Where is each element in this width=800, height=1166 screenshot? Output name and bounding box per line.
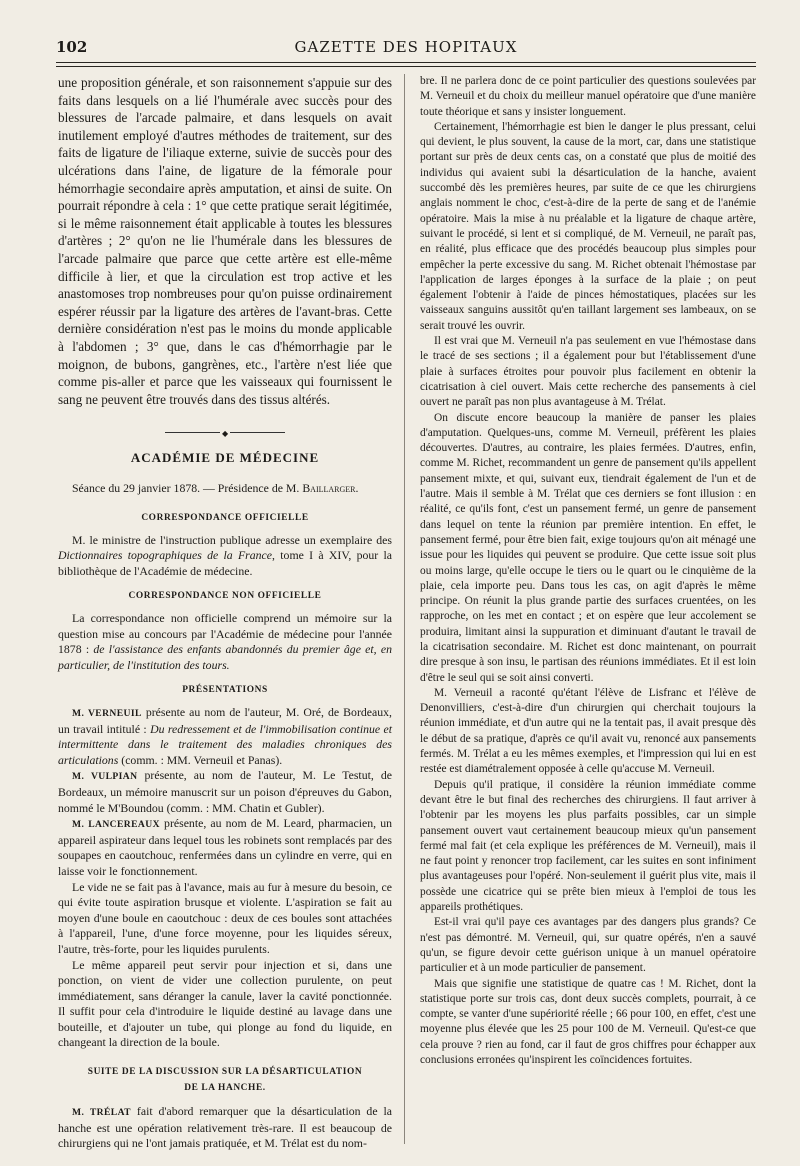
- header-rule: [56, 66, 756, 67]
- right-column: [420, 74, 756, 1068]
- official-correspondence-text: M. le ministre de l'instruction publique adresse un exemplaire des Dictionnaires topographiques de la France, tome I à XIV, pour la bibliothèque de l'Académie de médecine.: [58, 532, 392, 578]
- journal-title: GAZETTE DES HOPITAUX: [294, 38, 518, 56]
- nonofficial-correspondence-heading: CORRESPONDANCE NON OFFICIELLE: [128, 591, 322, 602]
- presentation-lancereaux: M. LANCEREAUX présente, au nom de M. Leard, pharmacien, un appareil aspirateur dans lequel tous les robinets sont remplacés par des soupapes en caoutchouc, renfermées dans un cylindre en verre, qui en laisse voir le fonctionnement.: [58, 816, 392, 878]
- presentation-vulpian: M. VULPIAN présente, au nom de l'auteur, M. Le Testut, de Bordeaux, un mémoire manuscrit sur un poison d'épreuves du Gabon, nommé le M'Boundou (comm. : MM. Chatin et Gubler).: [58, 768, 392, 815]
- section-separator: [58, 422, 392, 438]
- academy-title: ACADÉMIE DE MÉDECINE: [130, 449, 320, 465]
- discussion-heading-line2: DE LA HANCHE.: [184, 1082, 266, 1093]
- session-line: Séance du 29 janvier 1878. — Présidence de M. Baillarger.: [72, 481, 359, 496]
- discussion-heading-line1: SUITE DE LA DISCUSSION SUR LA DÉSARTICULATION: [87, 1067, 363, 1078]
- body-paragraph: Depuis qu'il pratique, il considère la réunion immédiate comme devant être le but final des recherches des chirurgiens. Il faut arriver à l'obtenir par les moyens les plus parfaits possibles, car un simple pansement ouvert vaut certainement beaucoup mieux qu'un pansement fermé mal fait (et cela explique les préférences de M. Verneuil), mais il ne faut point y renoncer trop facilement, car les suites en sont infiniment plus avantageuses pour l'opéré. Non-seulement il guérit plus vite, mais il possède une cicatrice qui se prête bien mieux à l'emploi de tous les appareils prothétiques.: [420, 778, 756, 914]
- trelat-paragraph: M. TRÉLAT fait d'abord remarquer que la désarticulation de la hanche est une opération relativement très-rare. Il est beaucoup de chirurgiens qui ne l'ont jamais pratiquée, et M. Trélat est du nom-: [58, 1104, 392, 1151]
- presentations-heading: PRÉSENTATIONS: [182, 685, 268, 696]
- official-correspondence-heading: CORRESPONDANCE OFFICIELLE: [141, 513, 309, 524]
- body-paragraph: Mais que signifie une statistique de quatre cas ! M. Richet, dont la statistique porte sur trois cas, dont deux succès complets, pourrait, à ce compte, se vanter d'une supériorité réelle ; 66 pour 100, en effet, c'est une moyenne plus élevée que les 25 pour 100 de M. Verneuil. Qu'est-ce que cela prouve ? rien au fond, car il faut de gros chiffres pour échapper aux conclusions erronées qu'inspirent les coïncidences fortuites.: [420, 977, 756, 1066]
- president-name: Baillarger: [302, 481, 356, 496]
- body-paragraph: Est-il vrai qu'il paye ces avantages par des dangers plus grands? Ce n'est pas démontré. M. Verneuil, qui, sur quatre opérés, n'en a sauvé qu'un, se figure devoir cette guérison unique à un manuel opératoire particulier et à un mode particulier de pansement.: [420, 916, 756, 975]
- nonofficial-correspondence-text: La correspondance non officielle comprend un mémoire sur la question mise au concours par l'Académie de médecine pour l'année 1878 : de l'assistance des enfants abandonnés du premier âge et, en particulier, de l'institution des tours.: [58, 611, 392, 672]
- intro-paragraph: une proposition générale, et son raisonnement s'appuie sur des faits dans lesquels on a lié l'humérale avec succès pour des blessures de l'arcade palmaire, et dans lesquels on avait inutilement employé d'autres méthodes de traitement, sur des faits de ligature de l'iliaque externe, suivie de succès pour des ulcérations dans l'aine, de ligature de la fémorale pour hémorrhagie secondaire après amputation, et ainsi de suite. On pourrait répondre à cela : 1° que cette pratique serait légitimée, si le même raisonnement était applicable à toutes les blessures d'artères ; 2° qu'on ne lie l'humérale dans les blessures de l'arcade palmaire que parce que cette artère est elle-même difficile à lier, et que la circulation est trop active et les anastomoses trop nombreuses pour qu'on puisse ordinairement espérer réussir par la ligature des artères de l'avant-bras. Cette dernière considération n'est pas le moins du monde applicable à l'abdomen ; 3° que, dans le cas d'hémorrhagie par le moignon, de bubons, gangrènes, etc., l'artère n'est liée que comme pis-aller et parce que les vaisseaux qui fournissent le sang ne peuvent être trouvés dans des tissus altérés.: [58, 75, 392, 407]
- presentation-verneuil: M. VERNEUIL présente au nom de l'auteur, M. Oré, de Bordeaux, un travail intitulé : Du redressement et de l'immobilisation continue et intermittente dans le traitement des maladies chroniques des articulations (comm. : MM. Verneuil et Panas).: [58, 705, 392, 767]
- presentation-paragraph: Le même appareil peut servir pour injection et si, dans une ponction, on vient de vider une collection purulente, on peut immédiatement, sans déranger la canule, laver la cavité ponctionnée. Il suffit pour cela d'introduire le liquide destiné au lavage dans une bouteille, et d'ajouter un tube, qui plonge au fond du liquide, en changeant la direction de la boule.: [58, 957, 392, 1050]
- body-paragraph: Certainement, l'hémorrhagie est bien le danger le plus pressant, celui qui devient, le plus souvent, la cause de la mort, car, dans une statistique portant sur près de deux cents cas, on a constaté que plus de moitié des individus qui avaient subi la désarticulation de la hanche, avaient succombé dès les premières heures, par suite de ce que les chirurgiens anglais nomment le choc, c'est-à-dire de la perte de sang et de l'anémie opératoire. Mais la mise à nu préalable et la ligature de chaque artère, suivant le procédé, si lent et si compliqué, de M. Verneuil, ne paraît pas, en réalité, plus efficace que des procédés beaucoup plus simples pour empêcher la perte excessive du sang. M. Richet obtenait l'hémostase par l'application de larges éponges à la surface de la plaie ; on peut également l'obtenir à l'aide de pinces hémostatiques, placées sur les vaisseaux sanguins aussitôt qu'en taillant largement ses lambeaux, on se serait trouvé les ouvrir.: [420, 120, 756, 332]
- body-paragraph: On discute encore beaucoup la manière de panser les plaies d'amputation. Quelques-uns, comme M. Verneuil, préfèrent les plaies découvertes. D'autres, au contraire, les plaies fermées. D'autres, enfin, comme M. Richet, recommandent un genre de pansement qu'ils appellent pansement mixte, et qui, suivant eux, tiendrait également de l'un et de l'autre. Mais il semble à M. Trélat que ces derniers se font illusion : en réalité, ce qu'ils font, c'est un pansement fermé, un genre de pansement dans lequel on tente la réunion par première intention. En effet, le pansement fermé, pour être bien fait, exige toujours qu'on ait ménagé une issue pour les liquides qui peuvent se produire. Que cette issue soit plus ou moins large, qu'elle occupe le tiers ou le quart ou le cinquième de la plaie, cela importe peu. Dans tous les cas, on agit d'après le même principe. On réunit la plus grande partie des surfaces cruentées, on les rapproche, on les met en contact ; et on espère que leur accolement se produira, limitant ainsi la suppuration et diminuant d'autant le travail de la cicatrisation secondaire. M. Richet est donc maintenant, on pourrait dire presque à son insu, le partisan des réunions immédiates. Et il est loin d'être le seul qui se soit ainsi converti.: [420, 411, 756, 684]
- body-paragraph: bre. Il ne parlera donc de ce point particulier des questions soulevées par M. Verneuil et du choix du meilleur manuel opératoire que d'une manière toute théorique et sans y insister longuement.: [420, 75, 756, 118]
- page-header: [56, 38, 756, 63]
- body-paragraph: Il est vrai que M. Verneuil n'a pas seulement en vue l'hémostase dans le tracé de ses sections ; il a également pour but l'établissement d'une plaie à surfaces étroites pour pouvoir plus facilement en obtenir la cicatrisation à ciel ouvert. Mais cette recherche des pansements à ciel ouvert ne paraît pas non plus avantageuse à M. Trélat.: [420, 335, 756, 409]
- page-number: 102: [56, 38, 88, 56]
- left-column: [58, 74, 392, 1152]
- column-divider: [404, 74, 405, 1144]
- body-paragraph: M. Verneuil a raconté qu'étant l'élève de Lisfranc et l'élève de Denonvilliers, c'est-à-dire d'un chirurgien qui cherchait toujours la réunion immédiate, et d'un autre qui ne la tentait pas, il avait presque dès le début de sa pratique, d'après ce qu'il avait vu, renoncé aux pansements fermés. M. Trélat a eu les mêmes exemples, et l'impression qui lui en est restée est diamétralement opposée à celle qu'accuse M. Verneuil.: [420, 686, 756, 776]
- presentation-paragraph: Le vide ne se fait pas à l'avance, mais au fur à mesure du besoin, ce qui évite toute aspiration brusque et violente. L'aspiration se fait au moyen d'une boule en caoutchouc : deux de ces boules sont attachées à l'appareil, l'une, d'une force moyenne, pour les liquides séreux, l'autre, très-forte, pour les liquides purulents.: [58, 879, 392, 956]
